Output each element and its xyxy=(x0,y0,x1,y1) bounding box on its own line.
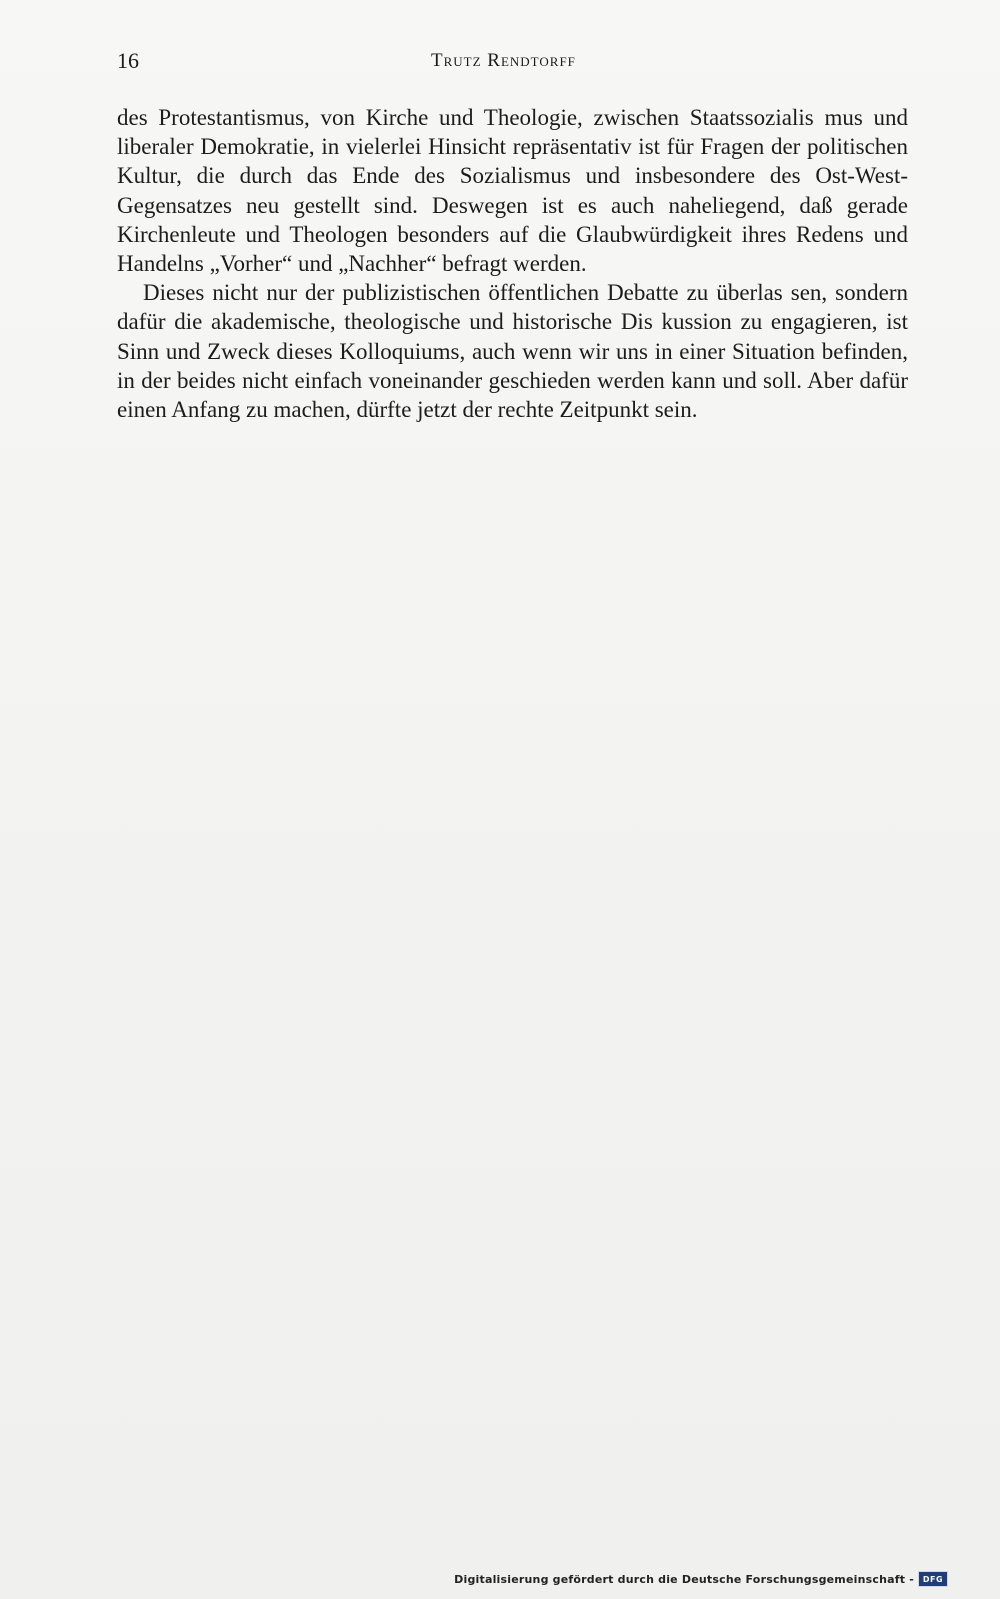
dfg-credit: Digitalisierung gefördert durch die Deutsche Forschungsgemeinschaft - xyxy=(454,1572,914,1586)
body-text xyxy=(117,103,908,424)
text-line: des Protestantismus, von Kirche und Theologie, zwischen Staatssozialis xyxy=(117,105,814,130)
text-line: wenn wir uns in einer Situation befinden, in der beides nicht einfach xyxy=(117,338,908,393)
paragraph-1 xyxy=(117,103,908,278)
text-line: Dieses nicht nur der publizistischen öffentlichen Debatte zu überlas xyxy=(143,280,783,306)
text-line: „Nachher“ befragt werden. xyxy=(338,251,587,277)
page-number: 16 xyxy=(117,48,139,73)
text-line: es auch naheliegend, daß gerade Kirchenleute und Theologen besonders xyxy=(117,192,908,247)
text-line: voneinander geschieden werden kann und soll. Aber dafür einen Anfang xyxy=(117,367,908,423)
text-line: Fragen der politischen Kultur, die durch das Ende des Sozialismus und xyxy=(117,134,908,189)
running-head-author: Trutz Rendtorff xyxy=(431,50,576,71)
paragraph-2 xyxy=(117,278,908,424)
page-header xyxy=(117,48,908,78)
text-line: sen, sondern dafür die akademische, theologische und historische Dis xyxy=(117,280,909,335)
text-line: mus und liberaler Demokratie, in vielerlei Hinsicht repräsentativ ist für xyxy=(117,105,909,160)
text-line: insbesondere des Ost-West-Gegensatzes neu gestellt sind. Deswegen ist xyxy=(117,163,909,218)
text-line: zu machen, dürfte jetzt der rechte Zeitpunkt sein. xyxy=(246,397,698,423)
dfg-logo-icon: DFG xyxy=(918,1571,948,1587)
text-line: auf die Glaubwürdigkeit ihres Redens und Handelns „Vorher“ und xyxy=(117,221,908,277)
text-line: kussion zu engagieren, ist Sinn und Zweck dieses Kolloquiums, auch xyxy=(117,309,909,364)
digitization-footer xyxy=(454,1569,948,1589)
